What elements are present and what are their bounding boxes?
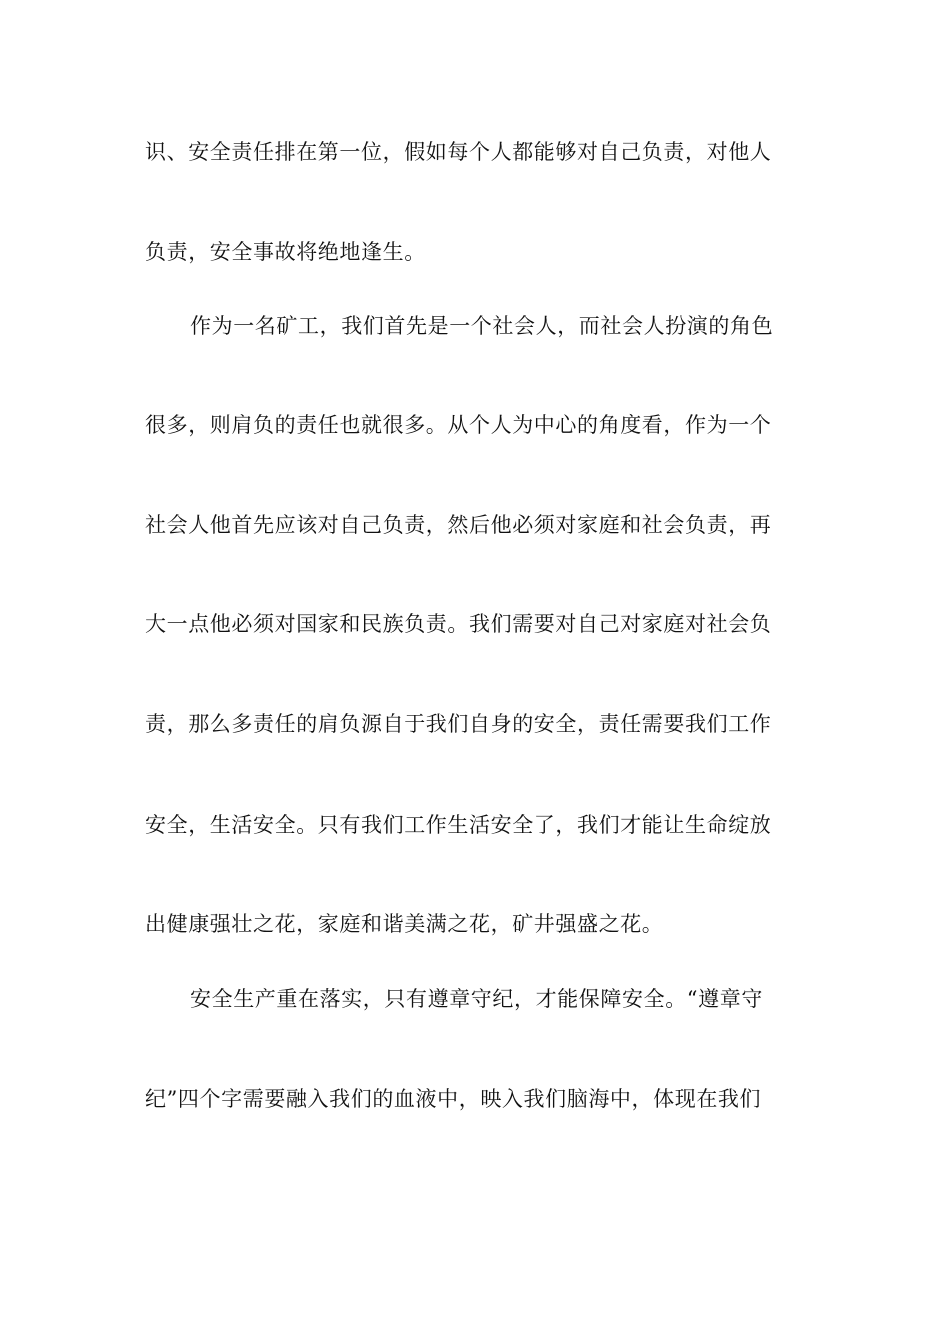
text-line: 纪”四个字需要融入我们的血液中，映入我们脑海中，体现在我们 xyxy=(145,1087,762,1111)
text-line: 社会人他首先应该对自己负责，然后他必须对家庭和社会负责，再 xyxy=(145,513,772,537)
text-line: 大一点他必须对国家和民族负责。我们需要对自己对家庭对社会负 xyxy=(145,612,772,636)
text-line: 很多，则肩负的责任也就很多。从个人为中心的角度看，作为一个 xyxy=(145,413,772,437)
text-line: 安全，生活安全。只有我们工作生活安全了，我们才能让生命绽放 xyxy=(145,813,772,837)
text-line: 负责，安全事故将绝地逢生。 xyxy=(145,240,426,264)
text-line: 责，那么多责任的肩负源自于我们自身的安全，责任需要我们工作 xyxy=(145,712,772,736)
text-line: 出健康强壮之花，家庭和谐美满之花，矿井强盛之花。 xyxy=(145,912,664,936)
paragraph-first-line: 作为一名矿工，我们首先是一个社会人，而社会人扮演的角色 xyxy=(190,314,774,338)
paragraph-first-line: 安全生产重在落实，只有遵章守纪，才能保障安全。“遵章守 xyxy=(190,987,763,1011)
text-line: 识、安全责任排在第一位，假如每个人都能够对自己负责，对他人 xyxy=(145,140,772,164)
